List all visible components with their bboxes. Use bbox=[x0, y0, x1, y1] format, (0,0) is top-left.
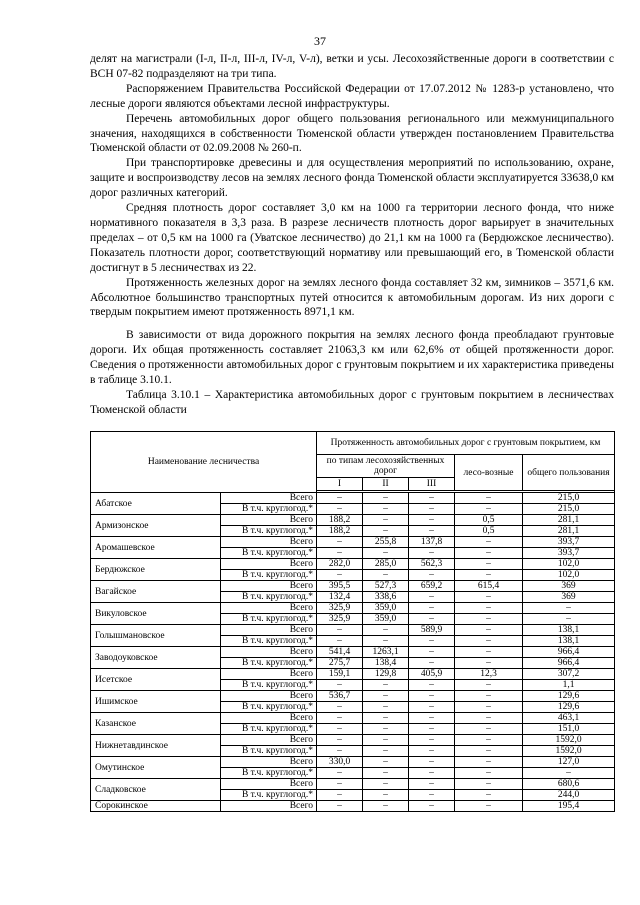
table-cell: 12,3 bbox=[455, 669, 523, 680]
table-cell: – bbox=[455, 713, 523, 724]
table-cell: 0,5 bbox=[455, 526, 523, 537]
table-cell: – bbox=[455, 658, 523, 669]
roads-table bbox=[90, 431, 615, 812]
table-cell: – bbox=[455, 570, 523, 581]
table-cell: – bbox=[455, 746, 523, 757]
table-cell: – bbox=[409, 603, 455, 614]
row-subtype-year-round: В т.ч. круглогод.* bbox=[221, 658, 317, 669]
forestry-name: Голышмановское bbox=[91, 625, 221, 647]
table-cell: 102,0 bbox=[523, 559, 615, 570]
row-subtype-year-round: В т.ч. круглогод.* bbox=[221, 504, 317, 515]
row-subtype-year-round: В т.ч. круглогод.* bbox=[221, 768, 317, 779]
table-cell: – bbox=[363, 746, 409, 757]
table-cell: – bbox=[363, 625, 409, 636]
table-cell: 244,0 bbox=[523, 790, 615, 801]
table-cell: – bbox=[363, 493, 409, 504]
table-body bbox=[91, 493, 615, 812]
table-cell: 369 bbox=[523, 592, 615, 603]
forestry-name: Вагайское bbox=[91, 581, 221, 603]
table-row bbox=[91, 713, 615, 724]
table-cell: – bbox=[409, 790, 455, 801]
table-cell: 1592,0 bbox=[523, 735, 615, 746]
forestry-name: Аромашевское bbox=[91, 537, 221, 559]
table-cell: 255,8 bbox=[363, 537, 409, 548]
table-cell: – bbox=[455, 647, 523, 658]
table-cell: – bbox=[455, 790, 523, 801]
table-cell: 359,0 bbox=[363, 603, 409, 614]
table-cell: – bbox=[409, 779, 455, 790]
table-cell: 215,0 bbox=[523, 493, 615, 504]
row-subtype-total: Всего bbox=[221, 779, 317, 790]
table-cell: – bbox=[317, 548, 363, 559]
table-cell: – bbox=[317, 801, 363, 812]
paragraph: Перечень автомобильных дорог общего пользования регионального или межмуниципального значения, находящихся в собственности Тюменской области утвержден постановлением Правительства Тюменской области от 02.09.2008 № 260-п. bbox=[90, 112, 614, 155]
table-cell: – bbox=[455, 735, 523, 746]
header-general: общего пользования bbox=[523, 455, 615, 491]
table-cell: 281,1 bbox=[523, 515, 615, 526]
forestry-name: Казанское bbox=[91, 713, 221, 735]
row-subtype-total: Всего bbox=[221, 801, 317, 812]
table-cell: 102,0 bbox=[523, 570, 615, 581]
forestry-name: Абатское bbox=[91, 493, 221, 515]
table-row bbox=[91, 515, 615, 526]
forestry-name: Нижнетавдинское bbox=[91, 735, 221, 757]
table-cell: – bbox=[409, 504, 455, 515]
table-cell: 330,0 bbox=[317, 757, 363, 768]
table-cell: – bbox=[409, 691, 455, 702]
table-cell: – bbox=[363, 779, 409, 790]
body-text bbox=[90, 52, 614, 418]
table-cell: 1263,1 bbox=[363, 647, 409, 658]
table-cell: – bbox=[317, 680, 363, 691]
table-row bbox=[91, 757, 615, 768]
paragraph: Протяженность железных дорог на землях лесного фонда составляет 32 км, зимников – 3571,6 км. Абсолютное большинство транспортных путей относится к автомобильным дорогам. Из них дороги с твердым покрытием имеют протяженность 8971,1 км. bbox=[90, 276, 614, 319]
header-by-type: по типам лесохозяйственных дорог bbox=[317, 455, 455, 478]
table-cell: – bbox=[363, 636, 409, 647]
table-cell: 129,6 bbox=[523, 691, 615, 702]
row-subtype-year-round: В т.ч. круглогод.* bbox=[221, 548, 317, 559]
row-subtype-year-round: В т.ч. круглогод.* bbox=[221, 614, 317, 625]
row-subtype-year-round: В т.ч. круглогод.* bbox=[221, 680, 317, 691]
table-cell: – bbox=[455, 702, 523, 713]
table-cell: – bbox=[363, 504, 409, 515]
table-cell: – bbox=[317, 713, 363, 724]
table-cell: 463,1 bbox=[523, 713, 615, 724]
row-subtype-total: Всего bbox=[221, 537, 317, 548]
row-subtype-total: Всего bbox=[221, 713, 317, 724]
paragraph: Распоряжением Правительства Российской Федерации от 17.07.2012 № 1283-р установлено, что лесные дороги являются объектами лесной инфраструктуры. bbox=[90, 82, 614, 110]
table-cell: – bbox=[409, 724, 455, 735]
table-cell: – bbox=[317, 504, 363, 515]
table-row bbox=[91, 801, 615, 812]
table-cell: 188,2 bbox=[317, 526, 363, 537]
table-cell: 1,1 bbox=[523, 680, 615, 691]
table-cell: 159,1 bbox=[317, 669, 363, 680]
table-cell: 325,9 bbox=[317, 603, 363, 614]
table-cell: 129,8 bbox=[363, 669, 409, 680]
table-cell: – bbox=[363, 735, 409, 746]
table-cell: – bbox=[409, 592, 455, 603]
table-caption: Таблица 3.10.1 – Характеристика автомобильных дорог с грунтовым покрытием в лесничествах Тюменской области bbox=[90, 388, 614, 416]
table-cell: – bbox=[317, 537, 363, 548]
row-subtype-total: Всего bbox=[221, 625, 317, 636]
table-cell: – bbox=[409, 493, 455, 504]
table-row bbox=[91, 779, 615, 790]
forestry-name: Заводоуковское bbox=[91, 647, 221, 669]
table-cell: – bbox=[455, 592, 523, 603]
table-cell: – bbox=[455, 691, 523, 702]
forestry-name: Сорокинское bbox=[91, 801, 221, 812]
table-cell: 325,9 bbox=[317, 614, 363, 625]
table-cell: – bbox=[363, 515, 409, 526]
table-row bbox=[91, 603, 615, 614]
table-row bbox=[91, 691, 615, 702]
table-cell: 369 bbox=[523, 581, 615, 592]
table-cell: – bbox=[455, 493, 523, 504]
table-cell: 137,8 bbox=[409, 537, 455, 548]
table-cell: 338,6 bbox=[363, 592, 409, 603]
paragraph: В зависимости от вида дорожного покрытия на землях лесного фонда преобладают грунтовые дороги. Их общая протяженность составляет 21063,3 км или 62,6% от общей протяженности дорог. Сведения о протяженности автомобильных дорог с грунтовым покрытием и их характеристика приведены в таблице 3.10.1. bbox=[90, 329, 614, 387]
table-cell: – bbox=[363, 526, 409, 537]
table-cell: – bbox=[455, 757, 523, 768]
table-cell: – bbox=[317, 735, 363, 746]
table-row bbox=[91, 537, 615, 548]
row-subtype-total: Всего bbox=[221, 757, 317, 768]
header-length-group: Протяженность автомобильных дорог с грунтовым покрытием, км bbox=[317, 432, 615, 455]
row-subtype-year-round: В т.ч. круглогод.* bbox=[221, 570, 317, 581]
table-cell: – bbox=[455, 724, 523, 735]
table-cell: – bbox=[455, 779, 523, 790]
table-cell: – bbox=[409, 647, 455, 658]
header-type-2: II bbox=[363, 478, 409, 491]
row-subtype-total: Всего bbox=[221, 669, 317, 680]
row-subtype-total: Всего bbox=[221, 647, 317, 658]
table-cell: – bbox=[363, 768, 409, 779]
header-timber: лесо-возные bbox=[455, 455, 523, 491]
table-cell: – bbox=[317, 768, 363, 779]
table-cell: 680,6 bbox=[523, 779, 615, 790]
table-cell: – bbox=[317, 493, 363, 504]
header-type-3: III bbox=[409, 478, 455, 491]
table-cell: – bbox=[363, 713, 409, 724]
header-name: Наименование лесничества bbox=[91, 432, 317, 493]
table-cell: 966,4 bbox=[523, 647, 615, 658]
table-cell: 275,7 bbox=[317, 658, 363, 669]
table-cell: – bbox=[363, 691, 409, 702]
table-cell: 589,9 bbox=[409, 625, 455, 636]
table-cell: – bbox=[317, 702, 363, 713]
forestry-name: Сладковское bbox=[91, 779, 221, 801]
table-cell: – bbox=[363, 702, 409, 713]
table-cell: 132,4 bbox=[317, 592, 363, 603]
table-cell: 405,9 bbox=[409, 669, 455, 680]
table-cell: – bbox=[409, 614, 455, 625]
forestry-name: Исетское bbox=[91, 669, 221, 691]
table-cell: 127,0 bbox=[523, 757, 615, 768]
table-row bbox=[91, 581, 615, 592]
table-row bbox=[91, 669, 615, 680]
row-subtype-year-round: В т.ч. круглогод.* bbox=[221, 790, 317, 801]
table-cell: 966,4 bbox=[523, 658, 615, 669]
row-subtype-year-round: В т.ч. круглогод.* bbox=[221, 592, 317, 603]
table-cell: – bbox=[363, 680, 409, 691]
row-subtype-total: Всего bbox=[221, 735, 317, 746]
row-subtype-year-round: В т.ч. круглогод.* bbox=[221, 724, 317, 735]
table-row bbox=[91, 625, 615, 636]
table-cell: 138,4 bbox=[363, 658, 409, 669]
table-cell: – bbox=[455, 768, 523, 779]
paragraph: делят на магистрали (I-л, II-л, III-л, IV-л, V-л), ветки и усы. Лесохозяйственные дороги в соответствии с ВСН 07-82 подразделяют на три типа. bbox=[90, 53, 614, 80]
table-cell: – bbox=[409, 801, 455, 812]
table-cell: 281,1 bbox=[523, 526, 615, 537]
table-cell: 215,0 bbox=[523, 504, 615, 515]
table-cell: 195,4 bbox=[523, 801, 615, 812]
forestry-name: Ишимское bbox=[91, 691, 221, 713]
table-cell: – bbox=[363, 548, 409, 559]
table-cell: – bbox=[409, 548, 455, 559]
table-cell: – bbox=[523, 614, 615, 625]
table-cell: 1592,0 bbox=[523, 746, 615, 757]
table-cell: – bbox=[317, 779, 363, 790]
table-cell: – bbox=[455, 625, 523, 636]
table-cell: – bbox=[409, 713, 455, 724]
table-cell: – bbox=[409, 515, 455, 526]
row-subtype-total: Всего bbox=[221, 603, 317, 614]
table-row bbox=[91, 559, 615, 570]
table-cell: – bbox=[409, 636, 455, 647]
table-cell: – bbox=[409, 570, 455, 581]
table-cell: 562,3 bbox=[409, 559, 455, 570]
table-cell: – bbox=[363, 790, 409, 801]
table-cell: 138,1 bbox=[523, 625, 615, 636]
table-cell: – bbox=[455, 603, 523, 614]
table-cell: 0,5 bbox=[455, 515, 523, 526]
page-number: 37 bbox=[314, 34, 326, 48]
table-cell: – bbox=[409, 680, 455, 691]
table-cell: – bbox=[363, 724, 409, 735]
table-cell: – bbox=[409, 658, 455, 669]
table-cell: 188,2 bbox=[317, 515, 363, 526]
table-cell: 307,2 bbox=[523, 669, 615, 680]
table-cell: 527,3 bbox=[363, 581, 409, 592]
table-cell: – bbox=[455, 614, 523, 625]
table-cell: – bbox=[409, 735, 455, 746]
row-subtype-total: Всего bbox=[221, 493, 317, 504]
table-cell: 282,0 bbox=[317, 559, 363, 570]
table-cell: – bbox=[523, 603, 615, 614]
table-cell: – bbox=[363, 801, 409, 812]
table-cell: – bbox=[363, 570, 409, 581]
table-cell: 659,2 bbox=[409, 581, 455, 592]
row-subtype-total: Всего bbox=[221, 581, 317, 592]
table-cell: 395,5 bbox=[317, 581, 363, 592]
row-subtype-year-round: В т.ч. круглогод.* bbox=[221, 636, 317, 647]
table-cell: 615,4 bbox=[455, 581, 523, 592]
table-cell: – bbox=[409, 746, 455, 757]
forestry-name: Омутинское bbox=[91, 757, 221, 779]
row-subtype-total: Всего bbox=[221, 515, 317, 526]
paragraph: Средняя плотность дорог составляет 3,0 км на 1000 га территории лесного фонда, что ниже нормативного показателя в 3,3 раза. В разрезе лесничеств плотность дорог варьирует в значительных пределах – от 0,5 км на 1000 га (Уватское лесничество) до 21,1 км на 1000 га (Бердюжское лесничество). Показатель плотности дорог, соответствующий нормативу или превышающий его, в Тюменской области достигнут в 5 лесничествах из 22. bbox=[90, 202, 614, 274]
table-cell: – bbox=[455, 680, 523, 691]
header-type-1: I bbox=[317, 478, 363, 491]
table-cell: – bbox=[363, 757, 409, 768]
table-cell: – bbox=[455, 548, 523, 559]
table-cell: – bbox=[317, 636, 363, 647]
table-cell: – bbox=[455, 559, 523, 570]
row-subtype-year-round: В т.ч. круглогод.* bbox=[221, 702, 317, 713]
table-cell: 129,6 bbox=[523, 702, 615, 713]
row-subtype-year-round: В т.ч. круглогод.* bbox=[221, 746, 317, 757]
table-cell: 541,4 bbox=[317, 647, 363, 658]
paragraph: При транспортировке древесины и для осуществления мероприятий по использованию, охране, защите и воспроизводству лесов на землях лесного фонда Тюменской области эксплуатируется 33638,0 км дорог различных категорий. bbox=[90, 157, 614, 200]
table-cell: – bbox=[455, 636, 523, 647]
forestry-name: Викуловское bbox=[91, 603, 221, 625]
table-row bbox=[91, 493, 615, 504]
table-cell: – bbox=[523, 768, 615, 779]
table-cell: – bbox=[409, 757, 455, 768]
forestry-name: Бердюжское bbox=[91, 559, 221, 581]
table-cell: 138,1 bbox=[523, 636, 615, 647]
forestry-name: Армизонское bbox=[91, 515, 221, 537]
table-cell: – bbox=[455, 504, 523, 515]
table-cell: – bbox=[409, 702, 455, 713]
table-cell: 359,0 bbox=[363, 614, 409, 625]
table-cell: – bbox=[317, 790, 363, 801]
table-cell: – bbox=[409, 526, 455, 537]
table-cell: 285,0 bbox=[363, 559, 409, 570]
table-cell: – bbox=[317, 746, 363, 757]
table-cell: – bbox=[455, 537, 523, 548]
row-subtype-year-round: В т.ч. круглогод.* bbox=[221, 526, 317, 537]
row-subtype-total: Всего bbox=[221, 559, 317, 570]
table-row bbox=[91, 735, 615, 746]
table-cell: 151,0 bbox=[523, 724, 615, 735]
table-row bbox=[91, 647, 615, 658]
row-subtype-total: Всего bbox=[221, 691, 317, 702]
table-cell: – bbox=[317, 570, 363, 581]
table-cell: – bbox=[317, 625, 363, 636]
table-cell: 536,7 bbox=[317, 691, 363, 702]
table-cell: – bbox=[455, 801, 523, 812]
table-cell: – bbox=[409, 768, 455, 779]
table-cell: – bbox=[317, 724, 363, 735]
table-cell: 393,7 bbox=[523, 548, 615, 559]
table-cell: 393,7 bbox=[523, 537, 615, 548]
